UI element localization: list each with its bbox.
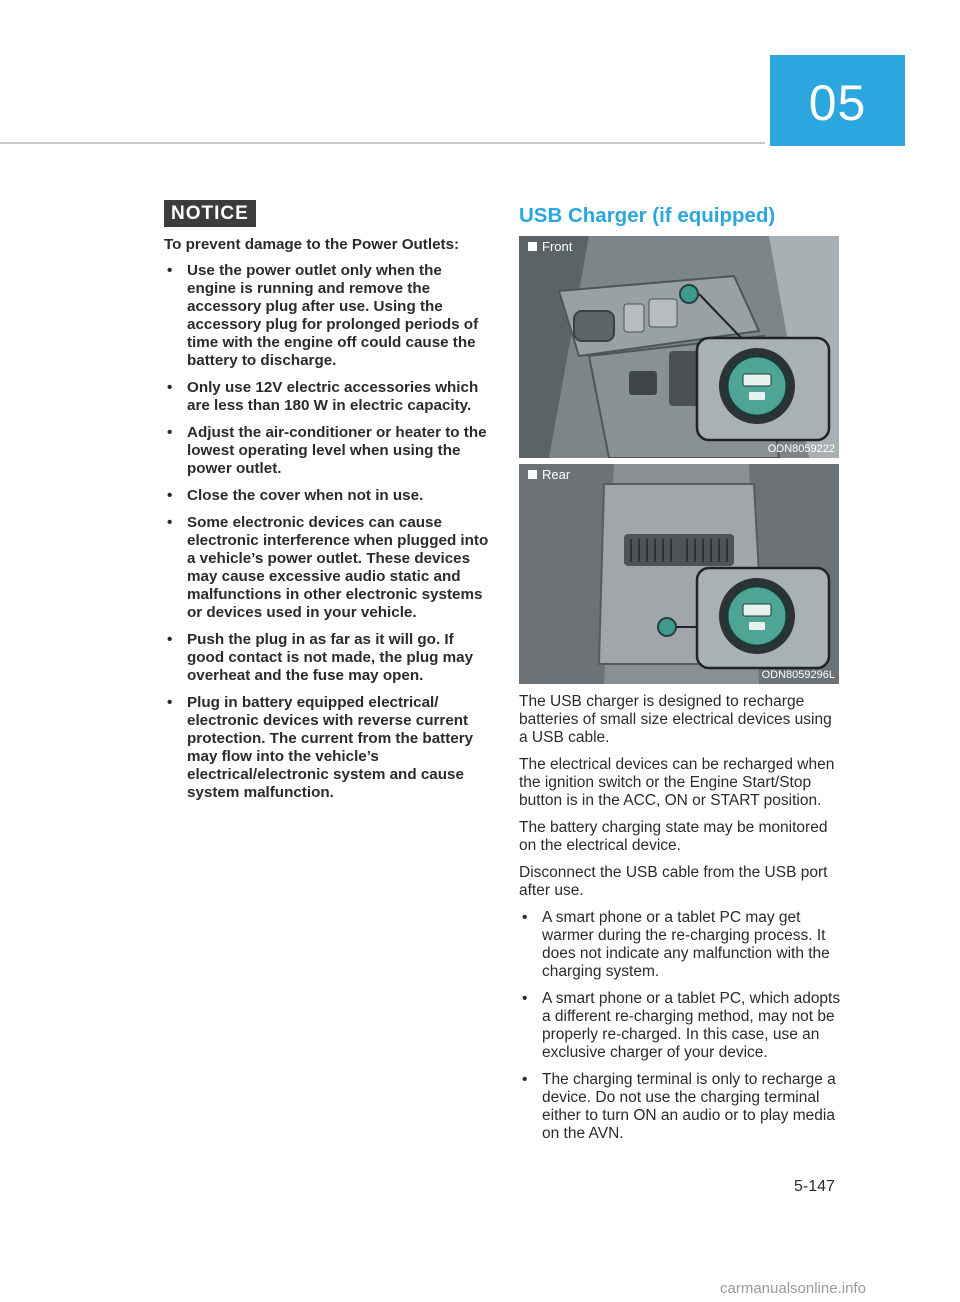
body-paragraph: The electrical devices can be recharged when the ignition switch or the Engine Start/Stop button is in the ACC, ON or START position. [519, 756, 835, 809]
usb-bullet-list [519, 909, 841, 1143]
figure-rear [519, 464, 839, 684]
bullet-icon: • [522, 909, 528, 926]
notice-intro: To prevent damage to the Power Outlets: [164, 236, 460, 253]
body-paragraph: Disconnect the USB cable from the USB port after use. [519, 864, 828, 899]
square-icon [528, 470, 537, 479]
rear-console-illustration [519, 464, 839, 684]
list-item: • A smart phone or a tablet PC may get warmer during the re-charging process. It does not indicate any malfunction with the charging system. [522, 909, 830, 980]
notice-badge: NOTICE [164, 200, 256, 227]
section-title: USB Charger (if equipped) [519, 204, 776, 227]
bullet-icon: • [167, 694, 173, 711]
bullet-icon: • [167, 487, 173, 504]
notice-section [164, 200, 490, 811]
bullet-icon: • [167, 514, 173, 531]
body-paragraph: The USB charger is designed to recharge batteries of small size electrical devices using a USB cable. [519, 693, 832, 746]
figure-label: Rear [528, 467, 570, 482]
usb-charger-section [519, 203, 841, 1152]
bullet-icon: • [167, 262, 173, 279]
notice-item: • Push the plug in as far as it will go. If good contact is not made, the plug may overheat and the fuse may open. [167, 631, 474, 684]
bullet-icon: • [522, 1071, 528, 1088]
bullet-icon: • [522, 990, 528, 1007]
body-paragraph: The battery charging state may be monitored on the electrical device. [519, 819, 828, 854]
square-icon [528, 242, 537, 251]
notice-item: • Some electronic devices can cause electronic interference when plugged into a vehicle’s power outlet. These devices may cause excessive audio static and malfunctions in other electronic systems or devices used in your vehicle. [167, 514, 489, 621]
figure-code: ODN8059296L [761, 669, 835, 681]
figure-label: Front [528, 239, 572, 254]
notice-item: • Close the cover when not in use. [167, 487, 424, 504]
list-item: • A smart phone or a tablet PC, which adopts a different re-charging method, may not be properly re-charged. In this case, use an exclusive charger of your device. [522, 990, 841, 1061]
notice-item: • Only use 12V electric accessories which are less than 180 W in electric capacity. [167, 379, 479, 414]
list-item: • The charging terminal is only to recharge a device. Do not use the charging terminal either to turn ON an audio or to play media on the AVN. [522, 1071, 836, 1142]
notice-list [164, 262, 490, 802]
bullet-icon: • [167, 424, 173, 441]
notice-item: • Plug in battery equipped electrical/ electronic devices with reverse current protection. The current from the battery may flow into the vehicle’s electrical/electronic system and cause system malfunction. [167, 694, 474, 801]
bullet-icon: • [167, 379, 173, 396]
bullet-icon: • [167, 631, 173, 648]
front-console-illustration [519, 236, 839, 458]
header-rule [0, 142, 765, 144]
notice-item: • Use the power outlet only when the engine is running and remove the accessory plug after use. Using the accessory plug for prolonged periods of time with the engine off could cause the battery to discharge. [167, 262, 479, 369]
page-number: 5-147 [794, 1178, 835, 1195]
chapter-tab: 05 [770, 55, 905, 146]
watermark: carmanualsonline.info [720, 1280, 866, 1297]
figure-code: ODN8059222 [767, 443, 835, 455]
figure-front [519, 236, 839, 458]
notice-item: • Adjust the air-conditioner or heater to the lowest operating level when using the power outlet. [167, 424, 487, 477]
